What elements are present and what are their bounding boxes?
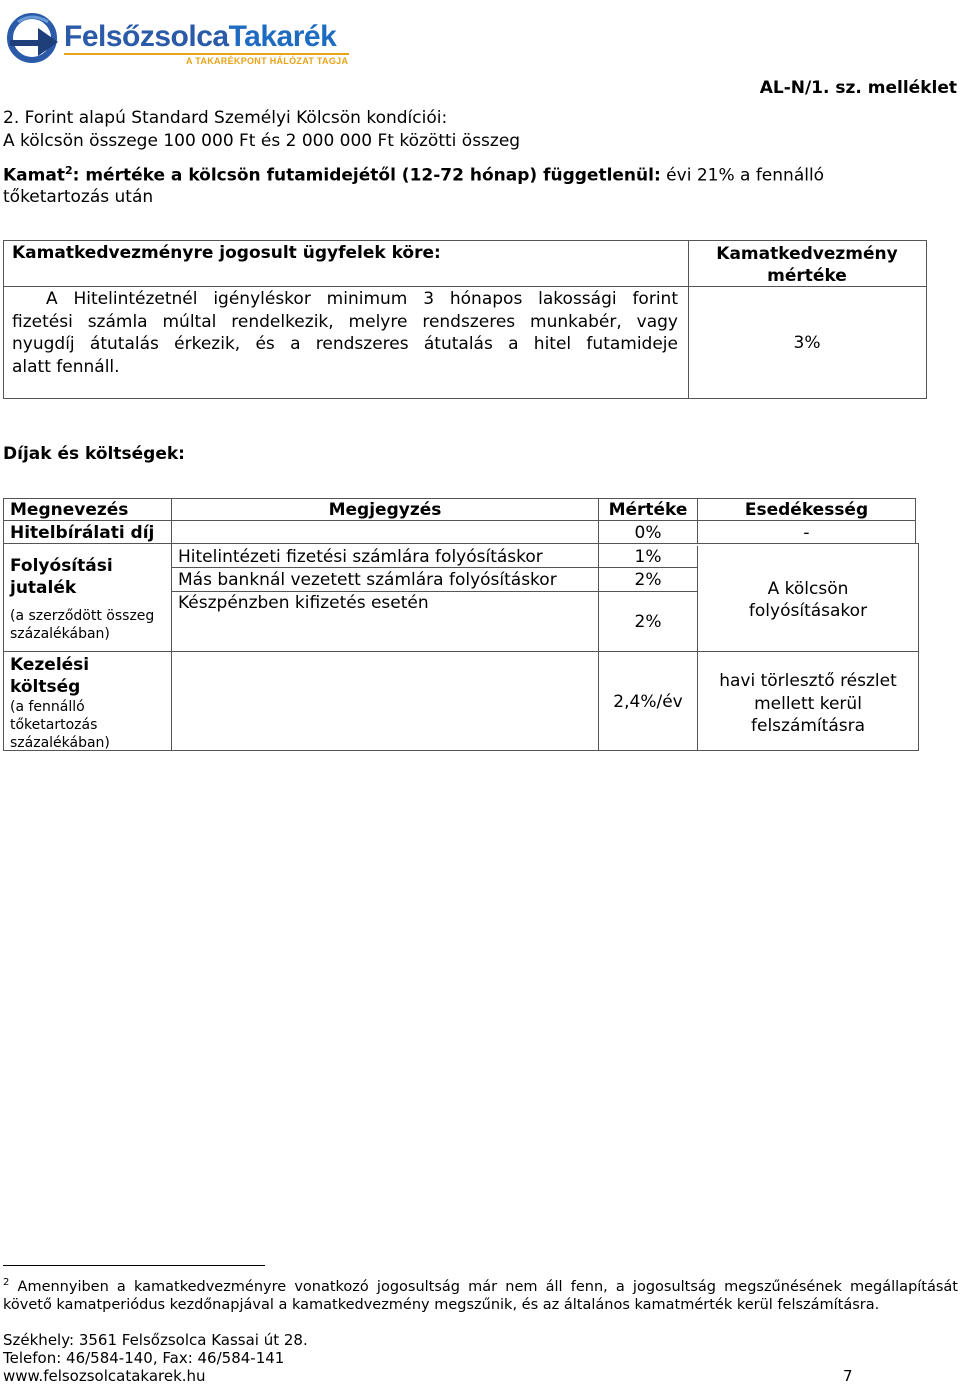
section-heading: 2. Forint alapú Standard Személyi Kölcsön kondíciói:: [3, 108, 448, 128]
credit-fee-due: -: [803, 523, 810, 543]
footer-website[interactable]: www.felsozsolcatakarek.hu: [3, 1367, 206, 1385]
disbursement-desc-3: Készpénzben kifizetés esetén: [178, 593, 429, 613]
disbursement-desc-1: Hitelintézeti fizetési számlára folyósításkor: [178, 547, 543, 567]
disbursement-name: Folyósítási jutalék: [10, 556, 113, 598]
discount-header-rate: Kamatkedvezmény mértéke: [716, 244, 898, 286]
logo-arrow-icon: [4, 10, 62, 68]
handling-rate: 2,4%/év: [613, 692, 683, 712]
footnote-ref: 2: [64, 164, 73, 177]
interest-bold-text: : mértéke a kölcsön futamidejétől (12-72 hónap) függetlenül:: [72, 165, 661, 186]
disbursement-rate-2: 2%: [634, 570, 662, 590]
footnote-mark: 2: [3, 1277, 10, 1288]
interest-rest: évi 21% a fennálló: [660, 165, 825, 186]
logo-tagline: A TAKARÉKPONT HÁLÓZAT TAGJA: [186, 56, 349, 66]
page-number: 7: [843, 1367, 853, 1385]
disbursement-desc-2: Más banknál vezetett számlára folyósításkor: [178, 570, 557, 590]
fees-rule-bottom: [3, 750, 919, 751]
handling-name: Kezelési költség: [10, 655, 90, 697]
fees-rule-credit: [3, 543, 919, 544]
fees-header-note: Megjegyzés: [328, 500, 442, 520]
fees-rule-header: [3, 520, 916, 521]
interest-label: Kamat: [3, 165, 65, 186]
annex-label: AL-N/1. sz. melléklet: [759, 78, 957, 98]
disbursement-rate-3: 2%: [634, 612, 662, 632]
fees-rule-disb-2: [172, 591, 698, 592]
credit-fee-rate: 0%: [634, 523, 662, 543]
fees-header-rate: Mértéke: [608, 500, 688, 520]
handling-note: (a fennálló tőketartozás százalékában): [10, 699, 110, 751]
disbursement-note: (a szerződött összeg százalékában): [10, 608, 155, 642]
fees-header-name: Megnevezés: [10, 500, 129, 520]
footnote-line-2: követő kamatperiódus kezdőnapjával a kamatkedvezmény megszűnik, és az általános kamatmérték kerül felszámításra.: [3, 1296, 880, 1313]
discount-header-eligibility: Kamatkedvezményre jogosult ügyfelek köre:: [12, 243, 441, 263]
disbursement-rate-1: 1%: [634, 547, 662, 567]
fees-heading: Díjak és költségek:: [3, 444, 185, 464]
fees-col-left: [3, 498, 4, 751]
fees-col-1: [171, 498, 172, 751]
amount-line: A kölcsön összege 100 000 Ft és 2 000 000 Ft közötti összeg: [3, 131, 521, 151]
logo: [4, 4, 354, 74]
credit-fee-name: Hitelbírálati díj: [10, 523, 155, 543]
disbursement-due: A kölcsön folyósításakor: [748, 579, 868, 621]
footnote: [3, 1274, 958, 1314]
fees-header-due: Esedékesség: [744, 500, 869, 520]
discount-eligibility-text: A Hitelintézetnél igényléskor minimum 3 hónapos lakossági forint fizetési számla múltal rendelkezik, melyre rendszeres munkabér, vagy nyugdíj átutalás érkezik, és a rendszeres átutalás a hitel futamideje alatt fennáll.: [12, 289, 678, 377]
fees-rule-disb-end: [3, 651, 919, 652]
fees-col-right: [918, 543, 919, 751]
logo-underline: [64, 53, 349, 55]
footer-address: Székhely: 3561 Felsőzsolca Kassai út 28.: [3, 1331, 308, 1349]
interest-line: [3, 164, 824, 186]
fees-rule-disb-1: [172, 567, 698, 568]
footnote-line-1: Amennyiben a kamatkedvezményre vonatkozó jogosultság már nem áll fenn, a jogosultság megszűnésének megállapítását: [9, 1278, 958, 1295]
logo-wordmark: FelsőzsolcaTakarék: [64, 20, 337, 53]
handling-due: havi törlesztő részlet mellett kerül felszámításra: [719, 671, 897, 736]
discount-rate-value: 3%: [793, 333, 821, 353]
fees-col-right-top: [915, 498, 916, 543]
fees-rule-top: [3, 498, 916, 499]
interest-line-2: tőketartozás után: [3, 187, 154, 207]
footnote-rule: [3, 1265, 265, 1266]
footer-phone: Telefon: 46/584-140, Fax: 46/584-141: [3, 1349, 285, 1367]
